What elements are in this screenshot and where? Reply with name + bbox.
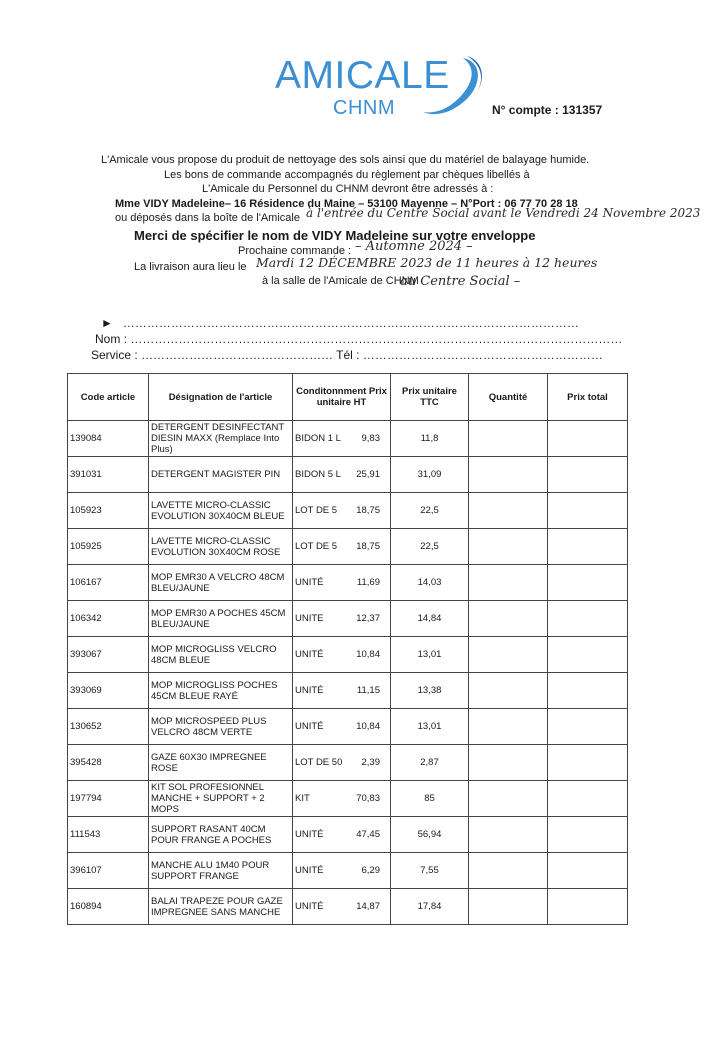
cell-conditionnement xyxy=(293,889,391,925)
cell-cond-unit: UNITÉ xyxy=(295,685,324,696)
cell-designation: DETERGENT DESINFECTANT DIESIN MAXX (Remplace Into Plus) xyxy=(149,421,293,457)
cell-conditionnement xyxy=(293,529,391,565)
cell-conditionnement xyxy=(293,817,391,853)
nom-field[interactable]: …………………………………………………………………………………………………………… xyxy=(130,332,623,346)
cell-quantity[interactable] xyxy=(469,529,548,565)
cell-price-ttc: 22,5 xyxy=(391,493,469,529)
cell-cond-unit: UNITÉ xyxy=(295,577,324,588)
cell-price-ht: 11,15 xyxy=(356,685,380,696)
table-row xyxy=(68,493,628,529)
cell-cond-unit: BIDON 5 L xyxy=(295,469,341,480)
cell-price-ht: 47,45 xyxy=(356,829,380,840)
cell-code: 197794 xyxy=(68,781,149,817)
service-field[interactable]: ………………………………………… xyxy=(141,348,334,362)
cell-price-ht: 18,75 xyxy=(356,505,380,516)
cell-price-ht: 18,75 xyxy=(356,541,380,552)
cell-price-ttc: 2,87 xyxy=(391,745,469,781)
table-row xyxy=(68,709,628,745)
cell-total[interactable] xyxy=(548,493,628,529)
table-row xyxy=(68,889,628,925)
cell-conditionnement xyxy=(293,601,391,637)
cell-designation: MOP MICROSPEED PLUS VELCRO 48CM VERTE xyxy=(149,709,293,745)
cell-designation: DETERGENT MAGISTER PIN xyxy=(149,457,293,493)
cell-code: 396107 xyxy=(68,853,149,889)
cell-code: 105923 xyxy=(68,493,149,529)
cell-cond-unit: UNITE xyxy=(295,613,324,624)
cell-conditionnement xyxy=(293,745,391,781)
intro-line-1: L'Amicale vous propose du produit de nettoyage des sols ainsi que du matériel de balayage humide. xyxy=(101,154,590,166)
cell-conditionnement xyxy=(293,781,391,817)
cell-total[interactable] xyxy=(548,889,628,925)
table-row xyxy=(68,565,628,601)
cell-designation: MOP MICROGLISS POCHES 45CM BLEUE RAYÉ xyxy=(149,673,293,709)
account-number: N° compte : 131357 xyxy=(492,103,603,117)
next-order-handwritten: – Automne 2024 – xyxy=(355,239,473,254)
cell-price-ht: 10,84 xyxy=(356,649,380,660)
cell-cond-unit: KIT xyxy=(295,793,310,804)
header-conditionnement: Conditonnment Prix unitaire HT xyxy=(293,374,391,421)
cell-code: 393069 xyxy=(68,673,149,709)
cell-total[interactable] xyxy=(548,673,628,709)
cell-code: 106342 xyxy=(68,601,149,637)
cell-code: 395428 xyxy=(68,745,149,781)
cell-quantity[interactable] xyxy=(469,745,548,781)
cell-quantity[interactable] xyxy=(469,601,548,637)
cell-total[interactable] xyxy=(548,421,628,457)
header-designation: Désignation de l'article xyxy=(149,374,293,421)
delivery-place: à la salle de l'Amicale de CHNM xyxy=(262,275,419,287)
cell-conditionnement xyxy=(293,457,391,493)
cell-total[interactable] xyxy=(548,781,628,817)
address-line: Mme VIDY Madeleine– 16 Résidence du Maine – 53100 Mayenne – N°Port : 06 77 70 28 18 xyxy=(115,198,578,210)
cell-conditionnement xyxy=(293,673,391,709)
header-ttc: Prix unitaire TTC xyxy=(391,374,469,421)
cell-quantity[interactable] xyxy=(469,709,548,745)
cell-conditionnement xyxy=(293,565,391,601)
amicale-logo xyxy=(275,50,490,122)
tel-label: Tél : xyxy=(336,348,360,362)
cell-cond-unit: LOT DE 5 xyxy=(295,505,338,516)
cell-price-ttc: 14,84 xyxy=(391,601,469,637)
cell-price-ttc: 7,55 xyxy=(391,853,469,889)
table-row xyxy=(68,601,628,637)
cell-quantity[interactable] xyxy=(469,457,548,493)
dotted-line: …………………………………………………………………………………………………… xyxy=(116,316,579,330)
cell-price-ttc: 17,84 xyxy=(391,889,469,925)
cell-quantity[interactable] xyxy=(469,421,548,457)
table-header-row xyxy=(68,374,628,421)
cell-designation: GAZE 60X30 IMPREGNEE ROSE xyxy=(149,745,293,781)
delivery-place-handwritten: au Centre Social – xyxy=(400,274,521,289)
cell-total[interactable] xyxy=(548,745,628,781)
cell-quantity[interactable] xyxy=(469,673,548,709)
table-row xyxy=(68,421,628,457)
cell-price-ht: 2,39 xyxy=(361,757,380,768)
cell-quantity[interactable] xyxy=(469,853,548,889)
cell-quantity[interactable] xyxy=(469,493,548,529)
cell-price-ttc: 31,09 xyxy=(391,457,469,493)
cell-price-ht: 9,83 xyxy=(361,433,380,444)
cell-designation: MANCHE ALU 1M40 POUR SUPPORT FRANGE xyxy=(149,853,293,889)
cell-code: 391031 xyxy=(68,457,149,493)
tel-field[interactable]: …………………………………………………… xyxy=(362,348,603,362)
nom-label: Nom : xyxy=(95,332,128,346)
cell-cond-unit: UNITÉ xyxy=(295,901,324,912)
cell-price-ttc: 13,01 xyxy=(391,637,469,673)
cell-total[interactable] xyxy=(548,817,628,853)
cell-code: 139084 xyxy=(68,421,149,457)
cell-price-ttc: 85 xyxy=(391,781,469,817)
cell-conditionnement xyxy=(293,421,391,457)
cell-code: 111543 xyxy=(68,817,149,853)
cell-price-ttc: 14,03 xyxy=(391,565,469,601)
cell-conditionnement xyxy=(293,493,391,529)
cell-price-ttc: 13,38 xyxy=(391,673,469,709)
logo-subtitle: CHNM xyxy=(333,97,395,119)
header-quantity: Quantité xyxy=(469,374,548,421)
cell-price-ht: 14,87 xyxy=(356,901,380,912)
logo-title: AMICALE xyxy=(275,54,450,97)
table-row xyxy=(68,529,628,565)
cell-price-ht: 25,91 xyxy=(356,469,380,480)
cell-cond-unit: BIDON 1 L xyxy=(295,433,341,444)
cell-quantity[interactable] xyxy=(469,781,548,817)
service-label: Service : xyxy=(91,348,138,362)
dropoff-line: ou déposés dans la boîte de l'Amicale xyxy=(115,212,300,224)
cell-price-ttc: 56,94 xyxy=(391,817,469,853)
cell-total[interactable] xyxy=(548,529,628,565)
cell-cond-unit: LOT DE 50 xyxy=(295,757,343,768)
cell-quantity[interactable] xyxy=(469,817,548,853)
cell-conditionnement xyxy=(293,853,391,889)
header-total: Prix total xyxy=(548,374,628,421)
cell-cond-unit: UNITÉ xyxy=(295,721,324,732)
header-code: Code article xyxy=(68,374,149,421)
cell-quantity[interactable] xyxy=(469,637,548,673)
cell-conditionnement xyxy=(293,637,391,673)
cell-code: 160894 xyxy=(68,889,149,925)
cell-quantity[interactable] xyxy=(469,889,548,925)
cell-price-ttc: 11,8 xyxy=(391,421,469,457)
cell-price-ht: 10,84 xyxy=(356,721,380,732)
bullet-icon: ► xyxy=(101,316,113,330)
cell-price-ht: 6,29 xyxy=(361,865,380,876)
cell-price-ttc: 22,5 xyxy=(391,529,469,565)
cell-cond-unit: LOT DE 5 xyxy=(295,541,338,552)
cell-cond-unit: UNITÉ xyxy=(295,829,324,840)
cell-price-ht: 70,83 xyxy=(356,793,380,804)
intro-line-2: Les bons de commande accompagnés du règlement par chèques libellés à xyxy=(164,169,530,181)
cell-designation: LAVETTE MICRO-CLASSIC EVOLUTION 30X40CM ROSE xyxy=(149,529,293,565)
cell-designation: KIT SOL PROFESIONNEL MANCHE + SUPPORT + 2 MOPS xyxy=(149,781,293,817)
cell-total[interactable] xyxy=(548,709,628,745)
table-row xyxy=(68,781,628,817)
cell-cond-unit: UNITÉ xyxy=(295,649,324,660)
table-row xyxy=(68,637,628,673)
cell-price-ttc: 13,01 xyxy=(391,709,469,745)
cell-designation: SUPPORT RASANT 40CM POUR FRANGE A POCHES xyxy=(149,817,293,853)
table-row xyxy=(68,673,628,709)
dropoff-handwritten: à l'entrée du Centre Social avant le Vendredi 24 Novembre 2023 xyxy=(306,206,701,220)
table-row xyxy=(68,745,628,781)
order-table xyxy=(67,373,628,925)
table-row xyxy=(68,853,628,889)
logo-swoosh-icon xyxy=(415,52,490,120)
cell-code: 393067 xyxy=(68,637,149,673)
cell-designation: MOP MICROGLISS VELCRO 48CM BLEUE xyxy=(149,637,293,673)
cell-designation: MOP EMR30 A VELCRO 48CM BLEU/JAUNE xyxy=(149,565,293,601)
cell-price-ht: 12,37 xyxy=(356,613,380,624)
delivery-label: La livraison aura lieu le xyxy=(134,261,247,273)
delivery-handwritten: Mardi 12 DÉCEMBRE 2023 de 11 heures à 12 heures xyxy=(256,255,598,270)
next-order-label: Prochaine commande : xyxy=(238,245,352,257)
cell-quantity[interactable] xyxy=(469,565,548,601)
cell-total[interactable] xyxy=(548,457,628,493)
cell-cond-unit: UNITÉ xyxy=(295,865,324,876)
cell-designation: MOP EMR30 A POCHES 45CM BLEU/JAUNE xyxy=(149,601,293,637)
cell-price-ht: 11,69 xyxy=(356,577,380,588)
cell-code: 105925 xyxy=(68,529,149,565)
cell-code: 106167 xyxy=(68,565,149,601)
cell-total[interactable] xyxy=(548,853,628,889)
table-row xyxy=(68,457,628,493)
envelope-notice: Merci de spécifier le nom de VIDY Madeleine sur votre enveloppe xyxy=(134,228,536,243)
intro-line-3: L'Amicale du Personnel du CHNM devront être adressés à : xyxy=(202,183,494,195)
cell-total[interactable] xyxy=(548,637,628,673)
cell-total[interactable] xyxy=(548,565,628,601)
cell-designation: BALAI TRAPEZE POUR GAZE IMPREGNEE SANS MANCHE xyxy=(149,889,293,925)
cell-code: 130652 xyxy=(68,709,149,745)
cell-total[interactable] xyxy=(548,601,628,637)
cell-conditionnement xyxy=(293,709,391,745)
cell-designation: LAVETTE MICRO-CLASSIC EVOLUTION 30X40CM BLEUE xyxy=(149,493,293,529)
table-row xyxy=(68,817,628,853)
